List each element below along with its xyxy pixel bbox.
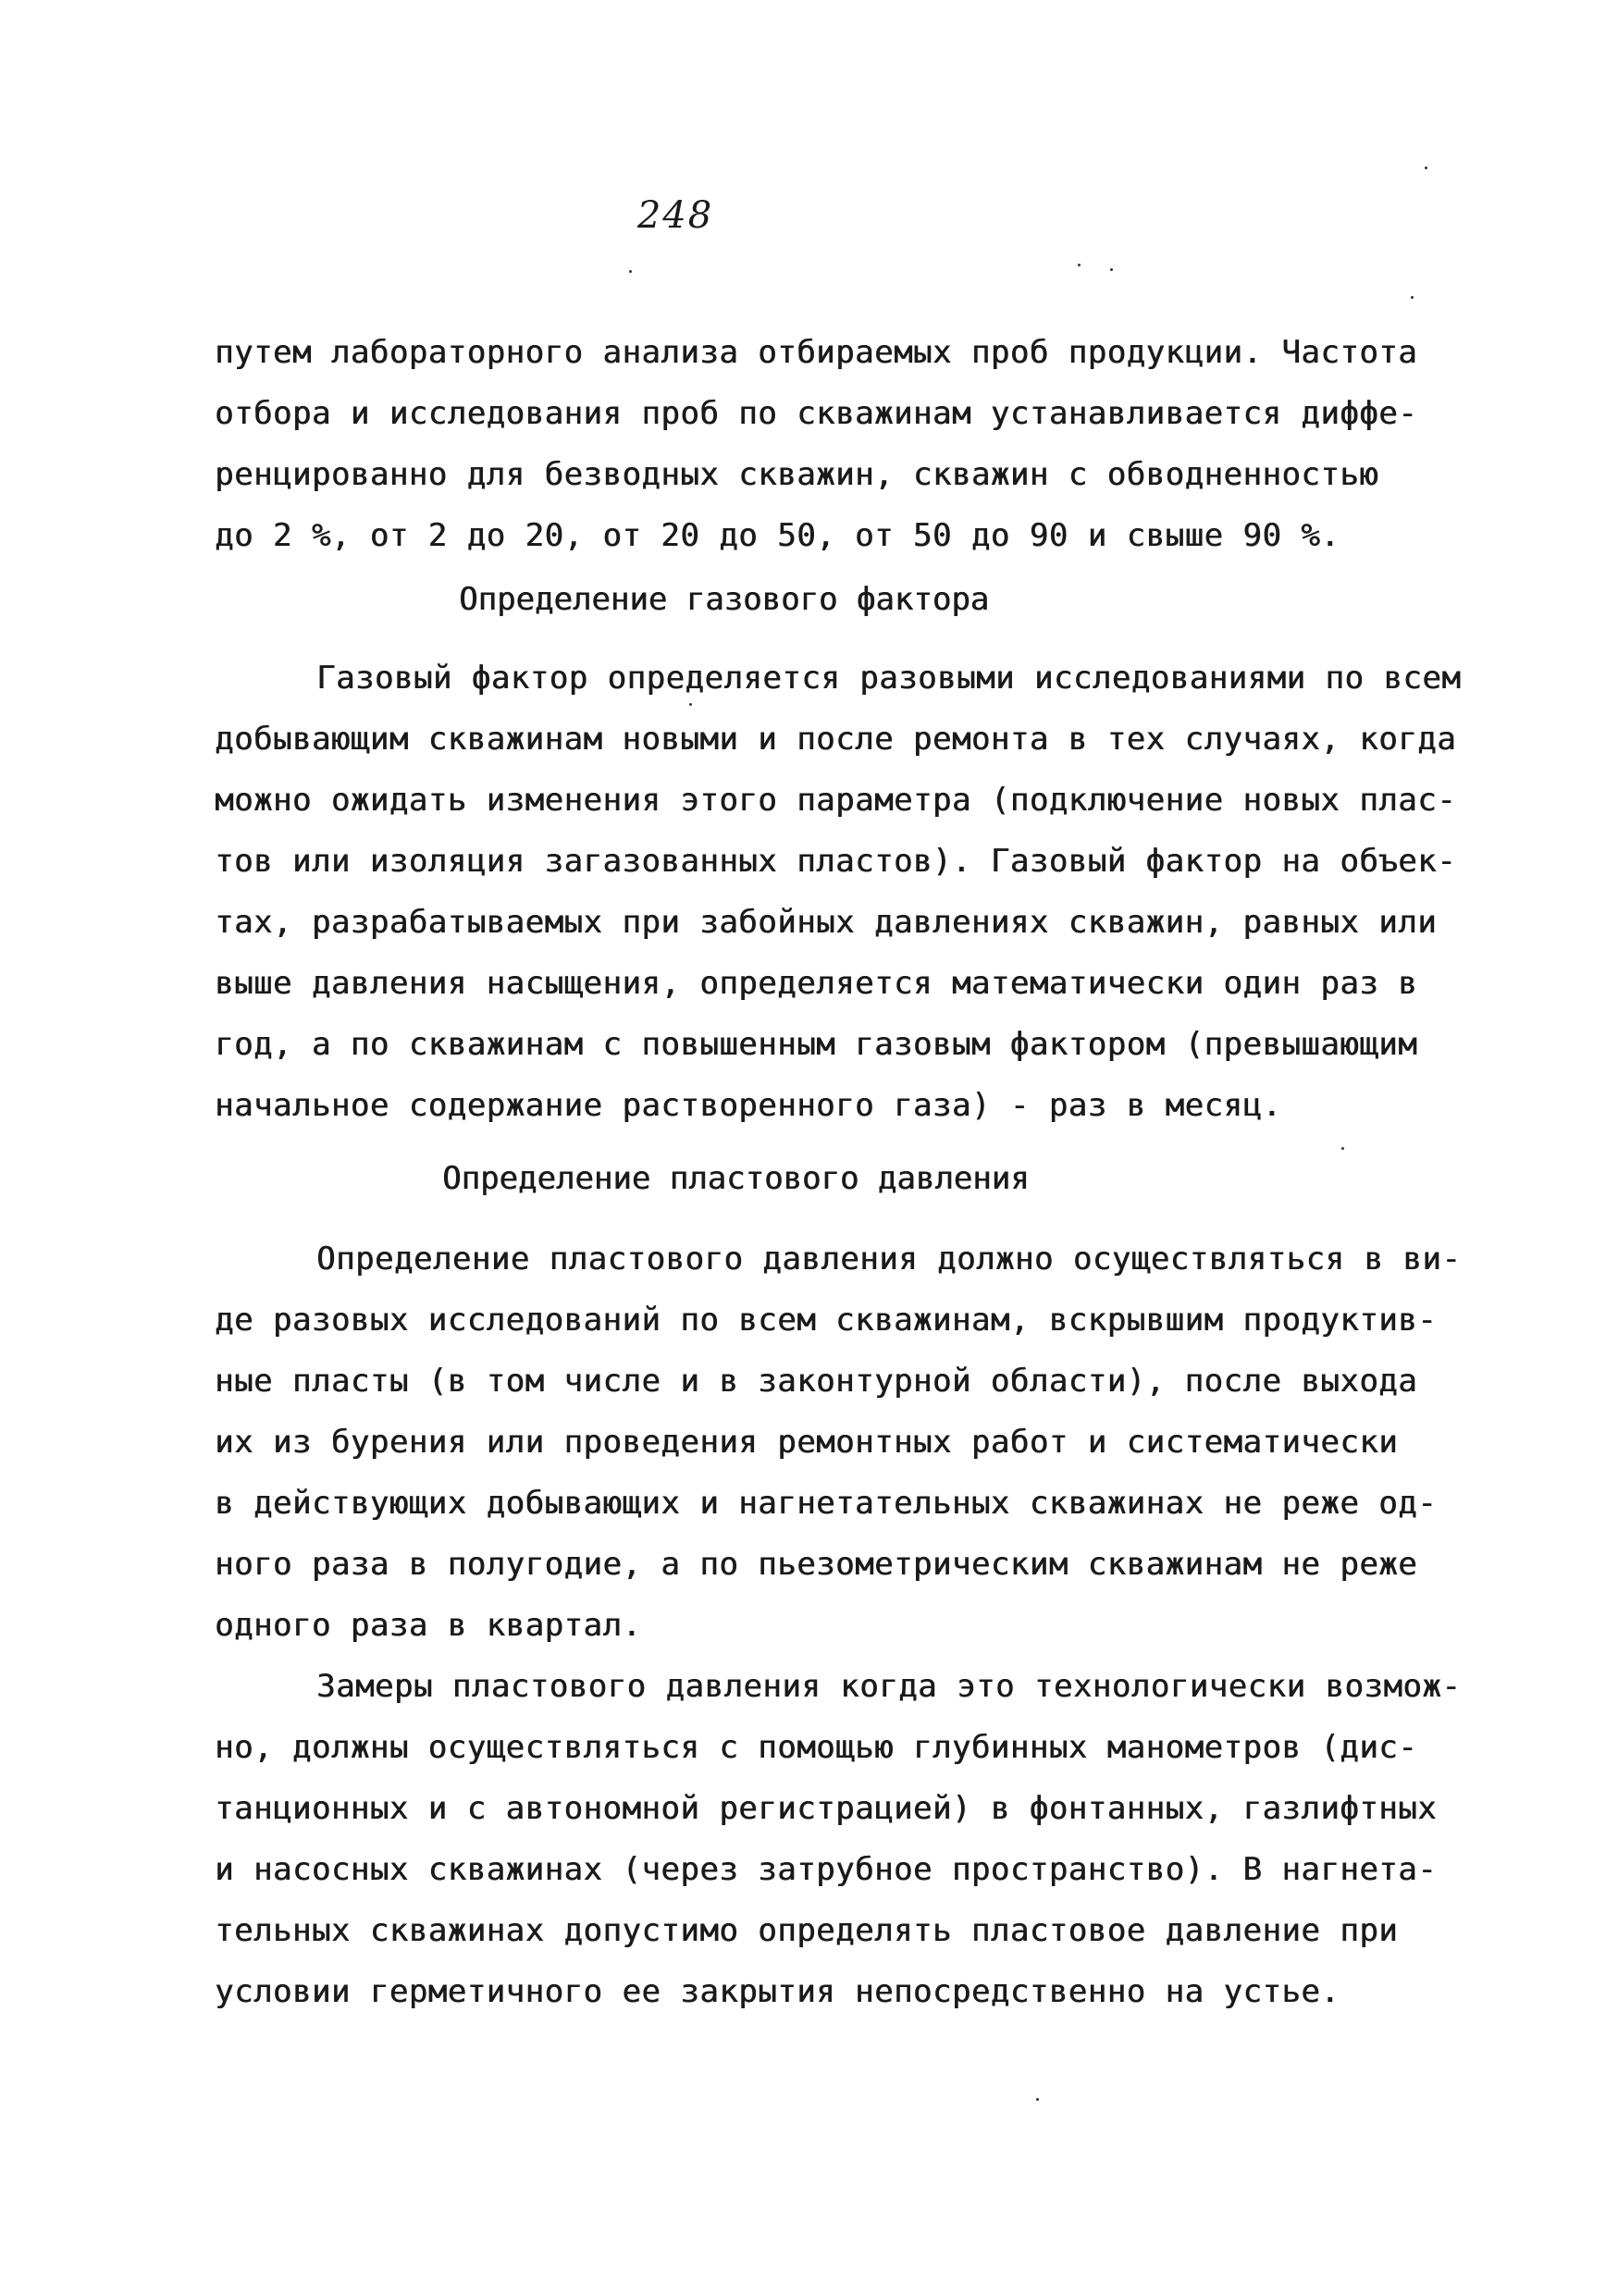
text-line: ренцированно для безводных скважин, скважин с обводненностью <box>215 456 1379 493</box>
text-line: но, должны осуществляться с помощью глубинных манометров (дис- <box>215 1729 1418 1766</box>
scan-speck <box>1425 167 1427 169</box>
scan-speck <box>689 703 692 706</box>
text-line: Газовый фактор определяется разовыми исследованиями по всем <box>316 660 1462 697</box>
scan-speck <box>1411 296 1414 299</box>
intro-paragraph <box>215 322 1427 566</box>
page-number: 248 <box>636 194 714 237</box>
text-line: ного раза в полугодие, а по пьезометрическим скважинам не реже <box>215 1546 1418 1583</box>
section-heading-reservoir-pressure: Определение пластового давления <box>442 1160 1030 1197</box>
scan-speck <box>629 270 632 273</box>
text-line: путем лабораторного анализа отбираемых проб продукции. Частота <box>215 334 1418 371</box>
scan-speck <box>1110 268 1113 271</box>
scan-speck <box>1036 2098 1039 2101</box>
reservoir-pressure-paragraph-1 <box>215 1228 1462 1656</box>
text-line: выше давления насыщения, определяется математически один раз в <box>215 965 1418 1002</box>
text-line: тов или изоляция загазованных пластов). Газовый фактор на объек- <box>215 843 1457 880</box>
text-line: тельных скважинах допустимо определять пластовое давление при <box>215 1912 1399 1949</box>
text-line: в действующих добывающих и нагнетательных скважинах не реже од- <box>215 1485 1438 1522</box>
reservoir-pressure-paragraph-2 <box>215 1656 1462 2022</box>
scan-speck <box>1078 264 1081 266</box>
text-line: добывающим скважинам новыми и после ремонта в тех случаях, когда <box>215 721 1457 758</box>
scan-speck <box>1341 1147 1344 1150</box>
text-line: одного раза в квартал. <box>215 1607 642 1644</box>
text-line: начальное содержание растворенного газа) - раз в месяц. <box>215 1087 1282 1124</box>
text-line: танционных и с автономной регистрацией) в фонтанных, газлифтных <box>215 1790 1438 1827</box>
text-line: и насосных скважинах (через затрубное пространство). В нагнета- <box>215 1851 1438 1888</box>
text-line: до 2 %, от 2 до 20, от 20 до 50, от 50 до 90 и свыше 90 %. <box>215 517 1340 554</box>
text-line: тах, разрабатываемых при забойных давлениях скважин, равных или <box>215 904 1438 941</box>
text-line: условии герметичного ее закрытия непосредственно на устье. <box>215 1973 1340 2010</box>
text-line: Определение пластового давления должно осуществляться в ви- <box>316 1241 1462 1278</box>
text-line: можно ожидать изменения этого параметра (подключение новых плас- <box>215 782 1457 819</box>
text-line: Замеры пластового давления когда это технологически возмож- <box>316 1668 1462 1705</box>
text-line: их из бурения или проведения ремонтных работ и систематически <box>215 1424 1399 1461</box>
text-line: отбора и исследования проб по скважинам устанавливается диффе- <box>215 395 1418 432</box>
gas-factor-paragraph <box>215 648 1462 1136</box>
text-line: ные пласты (в том числе и в законтурной области), после выхода <box>215 1363 1418 1400</box>
text-line: год, а по скважинам с повышенным газовым фактором (превышающим <box>215 1026 1418 1063</box>
section-heading-gas-factor: Определение газового фактора <box>459 581 990 618</box>
text-line: де разовых исследований по всем скважинам, вскрывшим продуктив- <box>215 1302 1438 1339</box>
